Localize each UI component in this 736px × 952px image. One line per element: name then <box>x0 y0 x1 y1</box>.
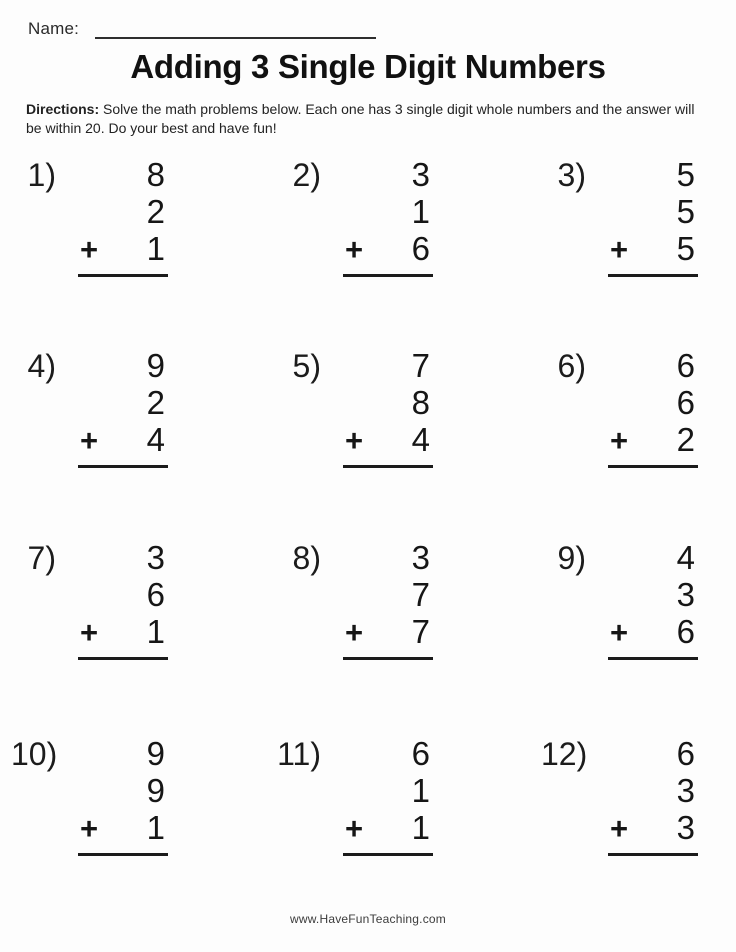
problem-body <box>608 347 698 468</box>
operator-row <box>343 421 433 459</box>
problem-body <box>343 347 433 468</box>
operator-row <box>78 613 168 651</box>
addend-3: 1 <box>146 809 165 846</box>
addend-1: 5 <box>676 156 695 193</box>
addend-1: 6 <box>676 347 695 384</box>
answer-line[interactable] <box>343 853 433 856</box>
page-title: Adding 3 Single Digit Numbers <box>130 48 606 85</box>
problem-body <box>343 735 433 856</box>
addend-3: 5 <box>676 230 695 267</box>
operator-row <box>78 809 168 847</box>
addend-2: 6 <box>676 384 695 421</box>
problem-number: 7) <box>27 540 56 576</box>
directions-text: Solve the math problems below. Each one has 3 single digit whole numbers and the answer will be within 20. Do your best and have fun! <box>26 101 695 136</box>
problem-11 <box>276 735 541 865</box>
plus-operator: + <box>345 811 364 846</box>
problem-number: 4) <box>27 348 56 384</box>
addend-1: 8 <box>146 156 165 193</box>
addend-1: 9 <box>146 347 165 384</box>
addend-3: 4 <box>146 421 165 458</box>
problem-body <box>608 735 698 856</box>
addend-2: 7 <box>411 576 430 613</box>
problem-number: 12) <box>541 736 588 772</box>
operator-row <box>608 613 698 651</box>
operator-row <box>343 613 433 651</box>
addend-2: 1 <box>411 772 430 809</box>
problem-body <box>78 735 168 856</box>
problem-number: 6) <box>557 348 586 384</box>
problem-body <box>78 347 168 468</box>
answer-line[interactable] <box>343 657 433 660</box>
problem-10 <box>11 735 276 865</box>
problem-number: 5) <box>292 348 321 384</box>
plus-operator: + <box>345 232 364 267</box>
plus-operator: + <box>345 615 364 650</box>
answer-line[interactable] <box>608 274 698 277</box>
problem-9 <box>541 539 731 735</box>
problem-number: 11) <box>277 736 321 772</box>
answer-line[interactable] <box>608 465 698 468</box>
addend-1: 3 <box>146 539 165 576</box>
addend-2: 6 <box>146 576 165 613</box>
operator-row <box>608 421 698 459</box>
operator-row <box>343 809 433 847</box>
plus-operator: + <box>610 811 629 846</box>
operator-row <box>608 809 698 847</box>
problem-body <box>608 539 698 660</box>
plus-operator: + <box>80 615 99 650</box>
answer-line[interactable] <box>608 853 698 856</box>
problems-grid <box>11 156 731 865</box>
addend-1: 6 <box>676 735 695 772</box>
name-label: Name: <box>28 19 80 38</box>
addend-3: 7 <box>411 613 430 650</box>
addend-1: 3 <box>411 156 430 193</box>
answer-line[interactable] <box>78 465 168 468</box>
addend-2: 9 <box>146 772 165 809</box>
addend-1: 4 <box>676 539 695 576</box>
problem-body <box>343 156 433 277</box>
problem-body <box>343 539 433 660</box>
addend-3: 1 <box>146 613 165 650</box>
problem-body <box>78 539 168 660</box>
problem-number: 8) <box>292 540 321 576</box>
operator-row <box>608 230 698 268</box>
plus-operator: + <box>80 423 99 458</box>
addend-1: 6 <box>411 735 430 772</box>
answer-line[interactable] <box>343 465 433 468</box>
addend-1: 3 <box>411 539 430 576</box>
addend-2: 5 <box>676 193 695 230</box>
plus-operator: + <box>345 423 364 458</box>
addend-3: 2 <box>676 421 695 458</box>
directions <box>26 100 710 137</box>
addend-3: 6 <box>676 613 695 650</box>
addend-3: 6 <box>411 230 430 267</box>
problem-number: 1) <box>27 157 56 193</box>
problem-8 <box>276 539 541 735</box>
plus-operator: + <box>80 811 99 846</box>
addend-1: 9 <box>146 735 165 772</box>
addend-1: 7 <box>411 347 430 384</box>
problem-number: 10) <box>11 736 58 772</box>
plus-operator: + <box>610 615 629 650</box>
problem-body <box>608 156 698 277</box>
addend-2: 1 <box>411 193 430 230</box>
name-row <box>28 19 376 39</box>
addend-3: 1 <box>146 230 165 267</box>
problem-number: 3) <box>557 157 586 193</box>
operator-row <box>343 230 433 268</box>
answer-line[interactable] <box>78 853 168 856</box>
problem-3 <box>541 156 731 347</box>
addend-3: 1 <box>411 809 430 846</box>
operator-row <box>78 421 168 459</box>
addend-2: 3 <box>676 772 695 809</box>
addend-2: 8 <box>411 384 430 421</box>
name-fill-in-line[interactable] <box>95 19 376 39</box>
problem-6 <box>541 347 731 539</box>
plus-operator: + <box>80 232 99 267</box>
problem-4 <box>11 347 276 539</box>
answer-line[interactable] <box>343 274 433 277</box>
operator-row <box>78 230 168 268</box>
problem-5 <box>276 347 541 539</box>
plus-operator: + <box>610 423 629 458</box>
plus-operator: + <box>610 232 629 267</box>
problem-number: 9) <box>557 540 586 576</box>
directions-label: Directions: <box>26 101 100 117</box>
answer-line[interactable] <box>608 657 698 660</box>
addend-2: 2 <box>146 193 165 230</box>
problem-body <box>78 156 168 277</box>
answer-line[interactable] <box>78 657 168 660</box>
problem-12 <box>541 735 731 865</box>
answer-line[interactable] <box>78 274 168 277</box>
addend-3: 3 <box>676 809 695 846</box>
problem-number: 2) <box>292 157 321 193</box>
addend-3: 4 <box>411 421 430 458</box>
problem-7 <box>11 539 276 735</box>
problem-1 <box>11 156 276 347</box>
addend-2: 2 <box>146 384 165 421</box>
addend-2: 3 <box>676 576 695 613</box>
footer-url: www.HaveFunTeaching.com <box>289 912 446 926</box>
problem-2 <box>276 156 541 347</box>
